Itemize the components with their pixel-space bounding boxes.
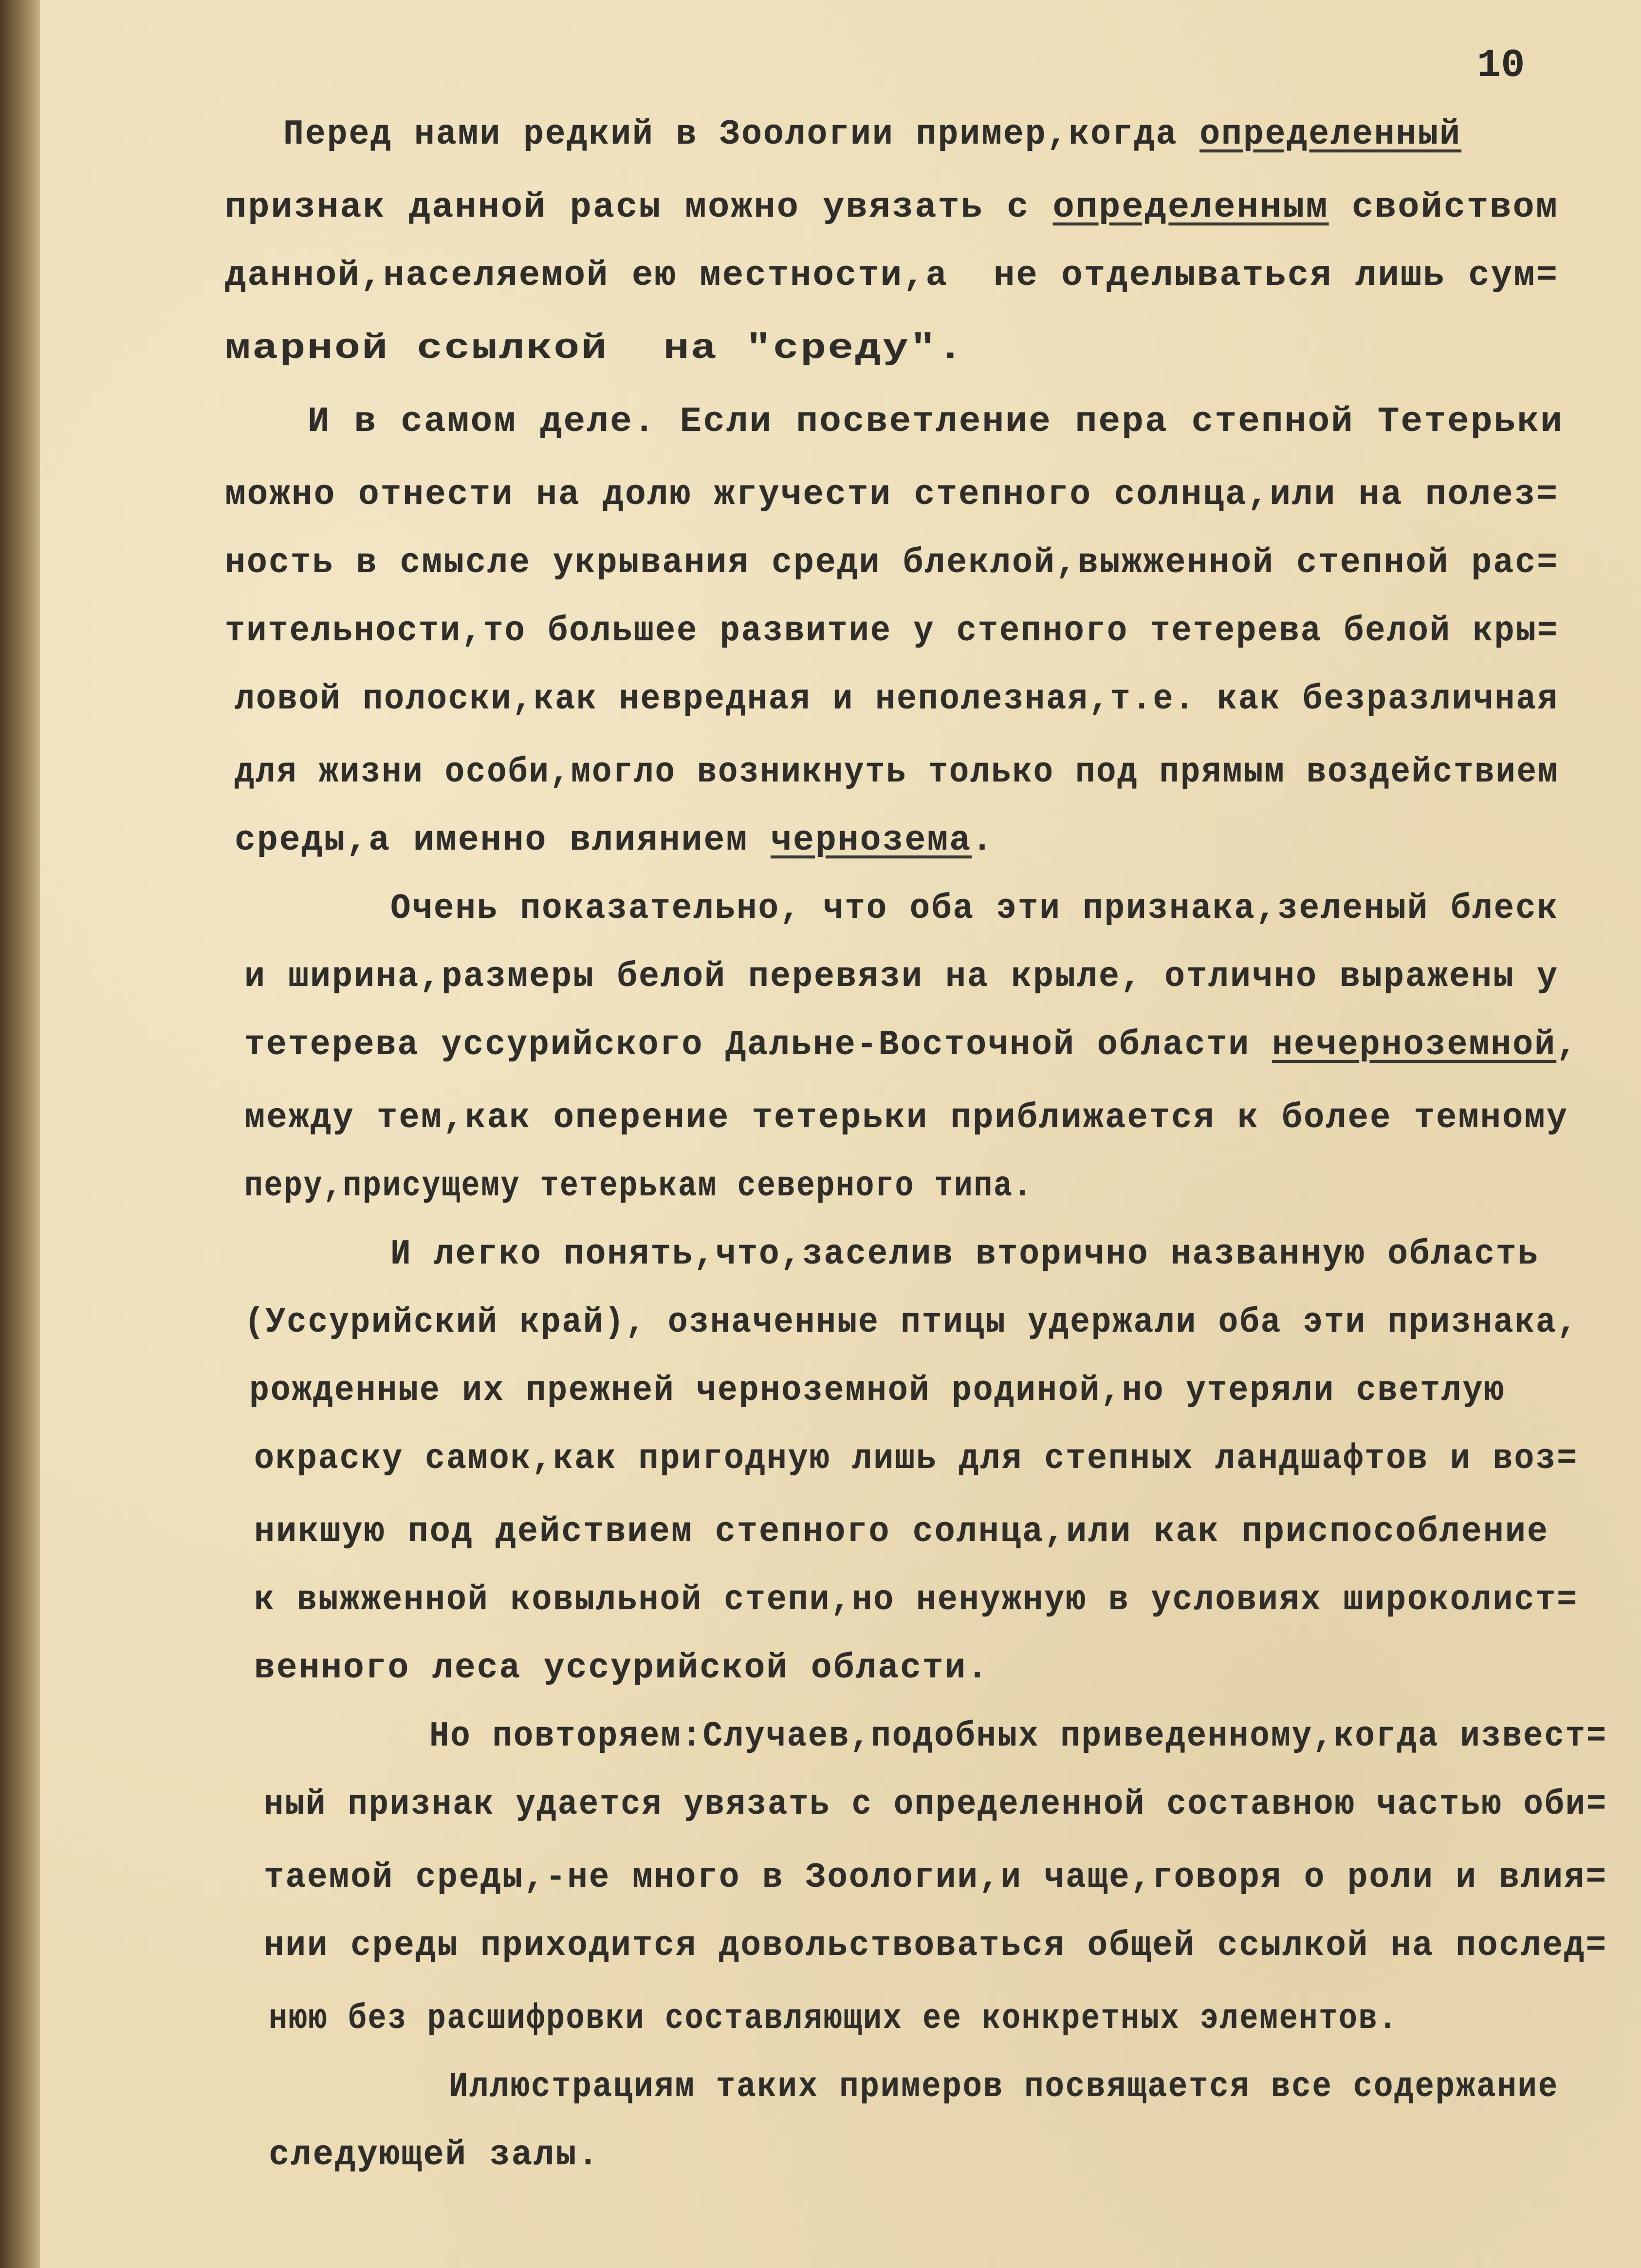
text-segment: таемой среды,-не много в Зоологии,и чаще,говоря о роли и влия=	[264, 1858, 1607, 1897]
text-line	[244, 1302, 1578, 1342]
text-segment: для жизни особи,могло возникнуть только под прямым воздействием	[235, 752, 1559, 792]
text-line	[225, 187, 1559, 227]
text-line	[254, 1580, 1578, 1620]
text-line	[235, 820, 994, 860]
text-line	[225, 543, 1559, 583]
text-segment: можно отнести на долю жгучести степного солнца,или на полез=	[225, 475, 1559, 515]
text-segment: ный признак удается увязать с определенной составною частью оби=	[264, 1785, 1607, 1824]
text-line	[264, 1926, 1607, 1966]
text-segment: Но повторяем:Случаев,подобных приведенному,когда извест=	[429, 1716, 1607, 1756]
text-segment: свойством	[1328, 187, 1559, 227]
text-line	[429, 1716, 1607, 1756]
text-segment: среды,а именно влиянием	[235, 820, 771, 860]
text-segment: перу,присущему тетерькам северного типа.	[244, 1166, 1033, 1206]
text-line	[244, 1098, 1568, 1138]
text-segment: ловой полоски,как невредная и неполезная,т.е. как безразличная	[235, 679, 1559, 719]
page-number: 10	[1477, 43, 1525, 88]
text-line	[308, 402, 1564, 442]
text-line	[264, 1860, 1607, 1895]
text-line	[390, 889, 1559, 929]
underlined-word: чернозема	[771, 820, 972, 860]
text-line	[225, 613, 1559, 649]
text-segment: тительности,то большее развитие у степного тетерева белой кры=	[225, 611, 1559, 651]
text-line	[390, 1234, 1539, 1274]
text-line	[449, 2067, 1559, 2107]
text-segment: И в самом деле. Если посветление пера степной Тетерьки	[308, 402, 1564, 442]
text-segment: Иллюстрациям таких примеров посвящается все содержание	[449, 2067, 1559, 2107]
underlined-word: определенным	[1052, 187, 1329, 227]
text-line	[269, 2135, 600, 2175]
text-line	[225, 256, 1559, 296]
text-segment: никшую под действием степного солнца,или как приспособление	[254, 1512, 1549, 1552]
text-segment: и ширина,размеры белой перевязи на крыле, отлично выражены у	[244, 957, 1559, 997]
text-segment: нии среды приходится довольствоваться общей ссылкой на послед=	[264, 1926, 1607, 1966]
text-segment: ность в смысле укрывания среди блеклой,выжженной степной рас=	[225, 543, 1559, 583]
text-line	[244, 1025, 1578, 1065]
text-line	[235, 679, 1559, 719]
text-segment: .	[972, 820, 994, 860]
text-line	[283, 114, 1461, 154]
text-line	[249, 1371, 1505, 1411]
text-segment: Перед нами редкий в Зоологии пример,когда	[283, 114, 1200, 154]
text-line	[269, 1999, 1398, 2039]
text-segment: рожденные их прежней черноземной родиной,но утеряли светлую	[249, 1371, 1505, 1411]
underlined-word: определенный	[1199, 114, 1461, 154]
text-line	[254, 1439, 1578, 1479]
text-segment: тетерева уссурийского Дальне-Восточной области	[244, 1025, 1272, 1065]
text-line	[264, 1787, 1607, 1822]
text-segment: венного леса уссурийской области.	[254, 1648, 989, 1688]
text-segment: окраску самок,как пригодную лишь для степных ландшафтов и воз=	[254, 1439, 1578, 1479]
text-segment: данной,населяемой ею местности,а не отделываться лишь сум=	[225, 256, 1559, 296]
text-segment: марной ссылкой на "среду".	[225, 329, 965, 369]
text-line	[225, 329, 965, 369]
text-segment: признак данной расы можно увязать с	[225, 187, 1053, 227]
text-segment: к выжженной ковыльной степи,но ненужную в условиях широколист=	[254, 1580, 1578, 1620]
typewritten-page	[40, 0, 1641, 2268]
text-line	[244, 957, 1559, 997]
text-segment: И легко понять,что,заселив вторично названную область	[390, 1234, 1539, 1274]
text-segment: ,	[1556, 1025, 1578, 1065]
binding-edge	[0, 0, 40, 2268]
text-segment: между тем,как оперение тетерьки приближается к более темному	[244, 1098, 1568, 1138]
text-line	[254, 1648, 989, 1688]
underlined-word: нечерноземной	[1272, 1025, 1557, 1065]
text-line	[244, 1166, 1033, 1206]
text-segment: Очень показательно, что оба эти признака,зеленый блеск	[390, 889, 1559, 929]
text-segment: следующей залы.	[269, 2135, 600, 2175]
text-line	[225, 475, 1559, 515]
text-line	[235, 752, 1559, 792]
text-line	[254, 1512, 1549, 1552]
text-segment: нюю без расшифровки составляющих ее конкретных элементов.	[269, 1999, 1398, 2039]
text-segment: (Уссурийский край), означенные птицы удержали оба эти признака,	[244, 1302, 1578, 1342]
